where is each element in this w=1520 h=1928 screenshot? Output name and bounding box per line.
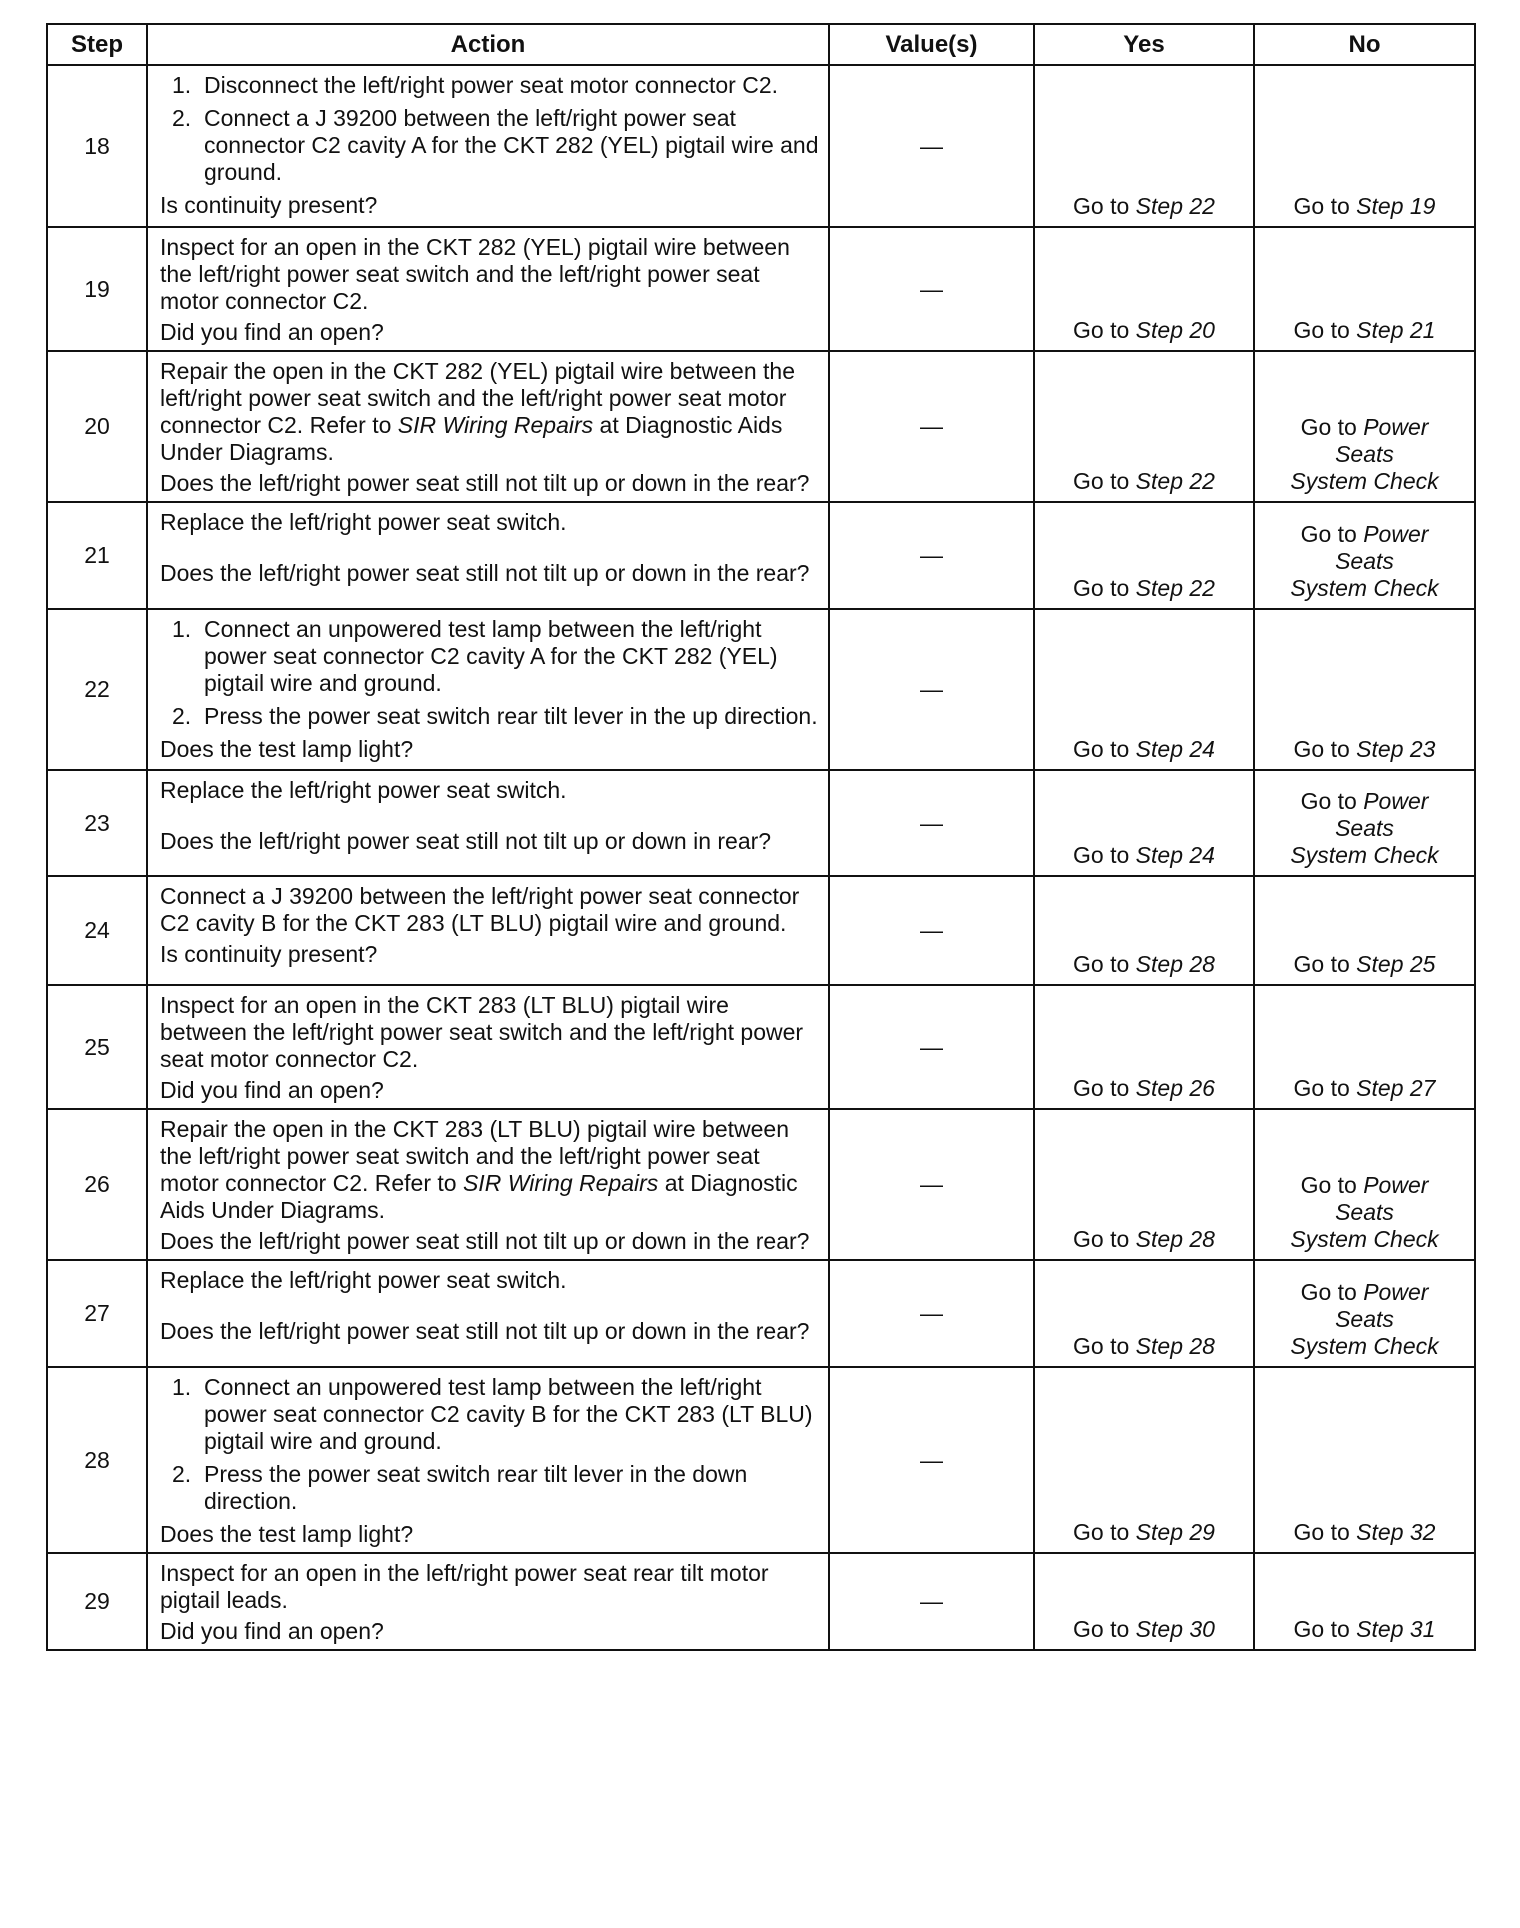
value-dash: — [829, 502, 1034, 609]
step-number: 27 [47, 1260, 147, 1367]
yes-cell [1034, 1109, 1254, 1260]
go-to-label: Go to [1073, 1616, 1130, 1642]
no-cell-link[interactable] [1255, 521, 1474, 602]
yes-cell [1034, 227, 1254, 351]
action-text-block [160, 992, 820, 1073]
target-line-1: Power [1363, 414, 1429, 440]
value-dash: — [829, 609, 1034, 770]
target-line-2: Seats [1335, 441, 1394, 467]
action-step-text: Connect an unpowered test lamp between the left/right power seat connector C2 cavity B for the CKT 283 (LT BLU) pigtail wire and ground. [204, 1374, 813, 1454]
action-question: Does the left/right power seat still not tilt up or down in rear? [160, 828, 772, 854]
go-to-label: Go to [1073, 575, 1130, 601]
no-cell-link[interactable] [1255, 788, 1474, 869]
go-to-label: Go to [1073, 1075, 1130, 1101]
go-to-label: Go to [1293, 1616, 1350, 1642]
action-step-item: 1. Connect an unpowered test lamp between the left/right power seat connector C2 cavity A for the CKT 282 (YEL) pigtail wire and ground. [160, 616, 820, 697]
header-no: No [1254, 24, 1475, 65]
no-cell [1254, 770, 1475, 876]
no-cell-link[interactable] [1294, 1616, 1436, 1642]
step-target: Step 27 [1356, 1075, 1436, 1101]
step-target: Step 25 [1356, 951, 1436, 977]
target-line-2: Seats [1335, 1199, 1394, 1225]
yes-cell [1034, 65, 1254, 227]
yes-cell-link[interactable] [1073, 736, 1215, 762]
step-number: 28 [47, 1367, 147, 1553]
action-text: Replace the left/right power seat switch. [160, 777, 567, 803]
action-cell [147, 1553, 829, 1650]
step-target: Step 19 [1356, 193, 1436, 219]
action-cell [147, 770, 829, 876]
step-number: 24 [47, 876, 147, 985]
go-to-label: Go to [1073, 317, 1130, 343]
reference-link[interactable]: SIR Wiring Repairs [397, 412, 594, 438]
step-target: Step 24 [1135, 842, 1215, 868]
go-to-label: Go to [1073, 842, 1130, 868]
yes-cell-link[interactable] [1073, 1226, 1215, 1252]
action-cell [147, 65, 829, 227]
go-to-label: Go to [1293, 193, 1350, 219]
go-to-label: Go to [1300, 788, 1357, 814]
value-dash: — [829, 351, 1034, 502]
go-to-label: Go to [1293, 736, 1350, 762]
target-line-3: System Check [1290, 842, 1439, 868]
no-cell [1254, 985, 1475, 1109]
step-number: 20 [47, 351, 147, 502]
yes-cell [1034, 1260, 1254, 1367]
action-question: Did you find an open? [160, 319, 384, 345]
action-cell [147, 227, 829, 351]
yes-cell [1034, 876, 1254, 985]
yes-cell [1034, 770, 1254, 876]
value-dash: — [829, 985, 1034, 1109]
action-text: Repair the open in the CKT 282 (YEL) pigtail wire between the left/right power seat switch and the left/right power seat motor connector C2. Refer to [160, 358, 796, 438]
action-question: Does the left/right power seat still not tilt up or down in the rear? [160, 1318, 810, 1344]
action-text-block [160, 234, 820, 315]
target-line-1: Power [1363, 1279, 1429, 1305]
target-line-3: System Check [1290, 468, 1439, 494]
step-target: Step 22 [1135, 575, 1215, 601]
step-target: Step 24 [1135, 736, 1215, 762]
no-cell [1254, 227, 1475, 351]
table-row [47, 502, 1475, 609]
action-cell [147, 1367, 829, 1553]
diagnostic-table [46, 23, 1476, 1651]
action-step-text: Disconnect the left/right power seat motor connector C2. [204, 72, 779, 98]
table-body [47, 65, 1475, 1650]
go-to-label: Go to [1073, 1226, 1130, 1252]
go-to-label: Go to [1293, 1075, 1350, 1101]
action-cell [147, 876, 829, 985]
step-target: Step 28 [1135, 1226, 1215, 1252]
reference-location: at Diagnostic Aids Under Diagrams. [160, 1170, 798, 1223]
go-to-label: Go to [1073, 1519, 1130, 1545]
action-text: Inspect for an open in the CKT 283 (LT BLU) pigtail wire between the left/right power seat switch and the left/right power seat motor connector C2. [160, 992, 804, 1072]
action-step-text: Connect an unpowered test lamp between the left/right power seat connector C2 cavity A for the CKT 282 (YEL) pigtail wire and ground. [204, 616, 778, 696]
go-to-label: Go to [1293, 317, 1350, 343]
step-target: Step 28 [1135, 951, 1215, 977]
table-row [47, 65, 1475, 227]
no-cell [1254, 1553, 1475, 1650]
yes-cell [1034, 609, 1254, 770]
action-text: Replace the left/right power seat switch. [160, 1267, 567, 1293]
go-to-label: Go to [1073, 1333, 1130, 1359]
no-cell-link[interactable] [1294, 317, 1436, 343]
go-to-label: Go to [1300, 414, 1357, 440]
go-to-label: Go to [1073, 193, 1130, 219]
header-yes: Yes [1034, 24, 1254, 65]
value-dash: — [829, 1553, 1034, 1650]
value-dash: — [829, 227, 1034, 351]
table-row [47, 351, 1475, 502]
action-step-item: 2. Press the power seat switch rear tilt lever in the up direction. [160, 703, 820, 730]
target-line-3: System Check [1290, 1333, 1439, 1359]
action-question: Does the left/right power seat still not tilt up or down in the rear? [160, 470, 810, 496]
action-cell [147, 351, 829, 502]
step-target: Step 23 [1356, 736, 1436, 762]
go-to-label: Go to [1293, 1519, 1350, 1545]
target-line-2: Seats [1335, 548, 1394, 574]
target-line-3: System Check [1290, 575, 1439, 601]
action-question: Is continuity present? [160, 941, 378, 967]
step-target: Step 31 [1356, 1616, 1436, 1642]
action-question: Does the left/right power seat still not tilt up or down in the rear? [160, 1228, 810, 1254]
action-cell [147, 1109, 829, 1260]
action-text-block [160, 1560, 820, 1614]
step-target: Step 22 [1135, 468, 1215, 494]
action-question: Did you find an open? [160, 1618, 384, 1644]
step-number: 22 [47, 609, 147, 770]
target-line-2: Seats [1335, 815, 1394, 841]
action-step-item: 2. Press the power seat switch rear tilt lever in the down direction. [160, 1461, 820, 1515]
target-line-3: System Check [1290, 1226, 1439, 1252]
value-dash: — [829, 1109, 1034, 1260]
table-row [47, 1109, 1475, 1260]
action-question: Does the left/right power seat still not tilt up or down in the rear? [160, 560, 810, 586]
no-cell [1254, 876, 1475, 985]
yes-cell-link[interactable] [1073, 951, 1215, 977]
go-to-label: Go to [1300, 1279, 1357, 1305]
no-cell [1254, 351, 1475, 502]
yes-cell [1034, 1553, 1254, 1650]
table-row [47, 1260, 1475, 1367]
no-cell-link[interactable] [1294, 193, 1436, 219]
step-number: 21 [47, 502, 147, 609]
action-text-block [160, 1116, 820, 1224]
table-row [47, 1553, 1475, 1650]
no-cell-link[interactable] [1294, 1519, 1436, 1545]
go-to-label: Go to [1073, 736, 1130, 762]
target-line-1: Power [1363, 788, 1429, 814]
value-dash: — [829, 1367, 1034, 1553]
action-cell [147, 609, 829, 770]
action-cell [147, 1260, 829, 1367]
go-to-label: Go to [1300, 521, 1357, 547]
step-number: 25 [47, 985, 147, 1109]
action-steps [160, 72, 820, 186]
target-line-2: Seats [1335, 1306, 1394, 1332]
go-to-label: Go to [1300, 1172, 1357, 1198]
step-target: Step 30 [1135, 1616, 1215, 1642]
yes-cell [1034, 1367, 1254, 1553]
no-cell-link[interactable] [1294, 1075, 1436, 1101]
header-row [47, 24, 1475, 65]
value-dash: — [829, 1260, 1034, 1367]
go-to-label: Go to [1073, 468, 1130, 494]
action-text: Connect a J 39200 between the left/right power seat connector C2 cavity B for the CKT 283 (LT BLU) pigtail wire and ground. [160, 883, 800, 936]
action-question: Did you find an open? [160, 1077, 384, 1103]
action-text-block [160, 777, 820, 804]
action-question: Does the test lamp light? [160, 1521, 414, 1547]
no-cell-link[interactable] [1294, 951, 1436, 977]
yes-cell [1034, 351, 1254, 502]
step-target: Step 28 [1135, 1333, 1215, 1359]
action-text: Inspect for an open in the CKT 282 (YEL) pigtail wire between the left/right power seat switch and the left/right power seat motor connector C2. [160, 234, 790, 314]
action-text: Replace the left/right power seat switch. [160, 509, 567, 535]
yes-cell-link[interactable] [1073, 468, 1215, 494]
no-cell-link[interactable] [1255, 414, 1474, 495]
yes-cell-link[interactable] [1073, 1333, 1215, 1359]
go-to-label: Go to [1293, 951, 1350, 977]
no-cell-link[interactable] [1255, 1172, 1474, 1253]
action-question: Does the test lamp light? [160, 736, 414, 762]
action-cell [147, 985, 829, 1109]
action-step-item: 1. Disconnect the left/right power seat motor connector C2. [160, 72, 820, 99]
action-text-block [160, 509, 820, 536]
yes-cell-link[interactable] [1073, 193, 1215, 219]
yes-cell-link[interactable] [1073, 317, 1215, 343]
action-text: Repair the open in the CKT 283 (LT BLU) pigtail wire between the left/right power seat switch and the left/right power seat motor connector C2. Refer to [160, 1116, 790, 1196]
value-dash: — [829, 65, 1034, 227]
yes-cell-link[interactable] [1073, 1616, 1215, 1642]
go-to-label: Go to [1073, 951, 1130, 977]
table-row [47, 227, 1475, 351]
action-step-item: 2. Connect a J 39200 between the left/right power seat connector C2 cavity A for the CKT 282 (YEL) pigtail wire and ground. [172, 105, 819, 185]
step-number: 26 [47, 1109, 147, 1260]
no-cell-link[interactable] [1255, 1279, 1474, 1360]
target-line-1: Power [1363, 1172, 1429, 1198]
value-dash: — [829, 876, 1034, 985]
action-text-block [160, 358, 820, 466]
table-row [47, 1367, 1475, 1553]
action-step-text: Connect a J 39200 between the left/right power seat connector C2 cavity A for the CKT 282 (YEL) pigtail wire and ground. [204, 105, 819, 185]
action-steps [160, 616, 820, 730]
reference-link[interactable]: SIR Wiring Repairs [462, 1170, 659, 1196]
action-step-item: 1. Connect an unpowered test lamp between the left/right power seat connector C2 cavity B for the CKT 283 (LT BLU) pigtail wire and ground. [160, 1374, 820, 1455]
action-step-text: Press the power seat switch rear tilt lever in the up direction. [204, 703, 818, 729]
header-values: Value(s) [829, 24, 1034, 65]
action-step-text: Press the power seat switch rear tilt lever in the down direction. [204, 1461, 748, 1514]
table-row [47, 876, 1475, 985]
value-dash: — [829, 770, 1034, 876]
step-target: Step 20 [1135, 317, 1215, 343]
action-steps [160, 1374, 820, 1515]
step-number: 19 [47, 227, 147, 351]
action-text-block [160, 883, 820, 937]
action-text: Inspect for an open in the left/right power seat rear tilt motor pigtail leads. [160, 1560, 769, 1613]
action-text-block [160, 1267, 820, 1294]
action-cell [147, 502, 829, 609]
no-cell [1254, 502, 1475, 609]
header-action: Action [147, 24, 829, 65]
reference-location: at Diagnostic Aids Under Diagrams. [160, 412, 783, 465]
no-cell [1254, 1367, 1475, 1553]
yes-cell [1034, 985, 1254, 1109]
target-line-1: Power [1363, 521, 1429, 547]
no-cell [1254, 1260, 1475, 1367]
yes-cell-link[interactable] [1073, 575, 1215, 601]
yes-cell-link[interactable] [1073, 1075, 1215, 1101]
no-cell [1254, 65, 1475, 227]
step-target: Step 29 [1135, 1519, 1215, 1545]
table-row [47, 609, 1475, 770]
yes-cell [1034, 502, 1254, 609]
step-target: Step 21 [1356, 317, 1436, 343]
action-question: Is continuity present? [160, 192, 378, 218]
header-step: Step [47, 24, 147, 65]
step-number: 23 [47, 770, 147, 876]
step-number: 18 [47, 65, 147, 227]
yes-cell-link[interactable] [1073, 842, 1215, 868]
table-row [47, 770, 1475, 876]
table-row [47, 985, 1475, 1109]
step-number: 29 [47, 1553, 147, 1650]
no-cell [1254, 609, 1475, 770]
step-target: Step 22 [1135, 193, 1215, 219]
yes-cell-link[interactable] [1073, 1519, 1215, 1545]
step-target: Step 26 [1135, 1075, 1215, 1101]
step-target: Step 32 [1356, 1519, 1436, 1545]
no-cell-link[interactable] [1294, 736, 1436, 762]
no-cell [1254, 1109, 1475, 1260]
